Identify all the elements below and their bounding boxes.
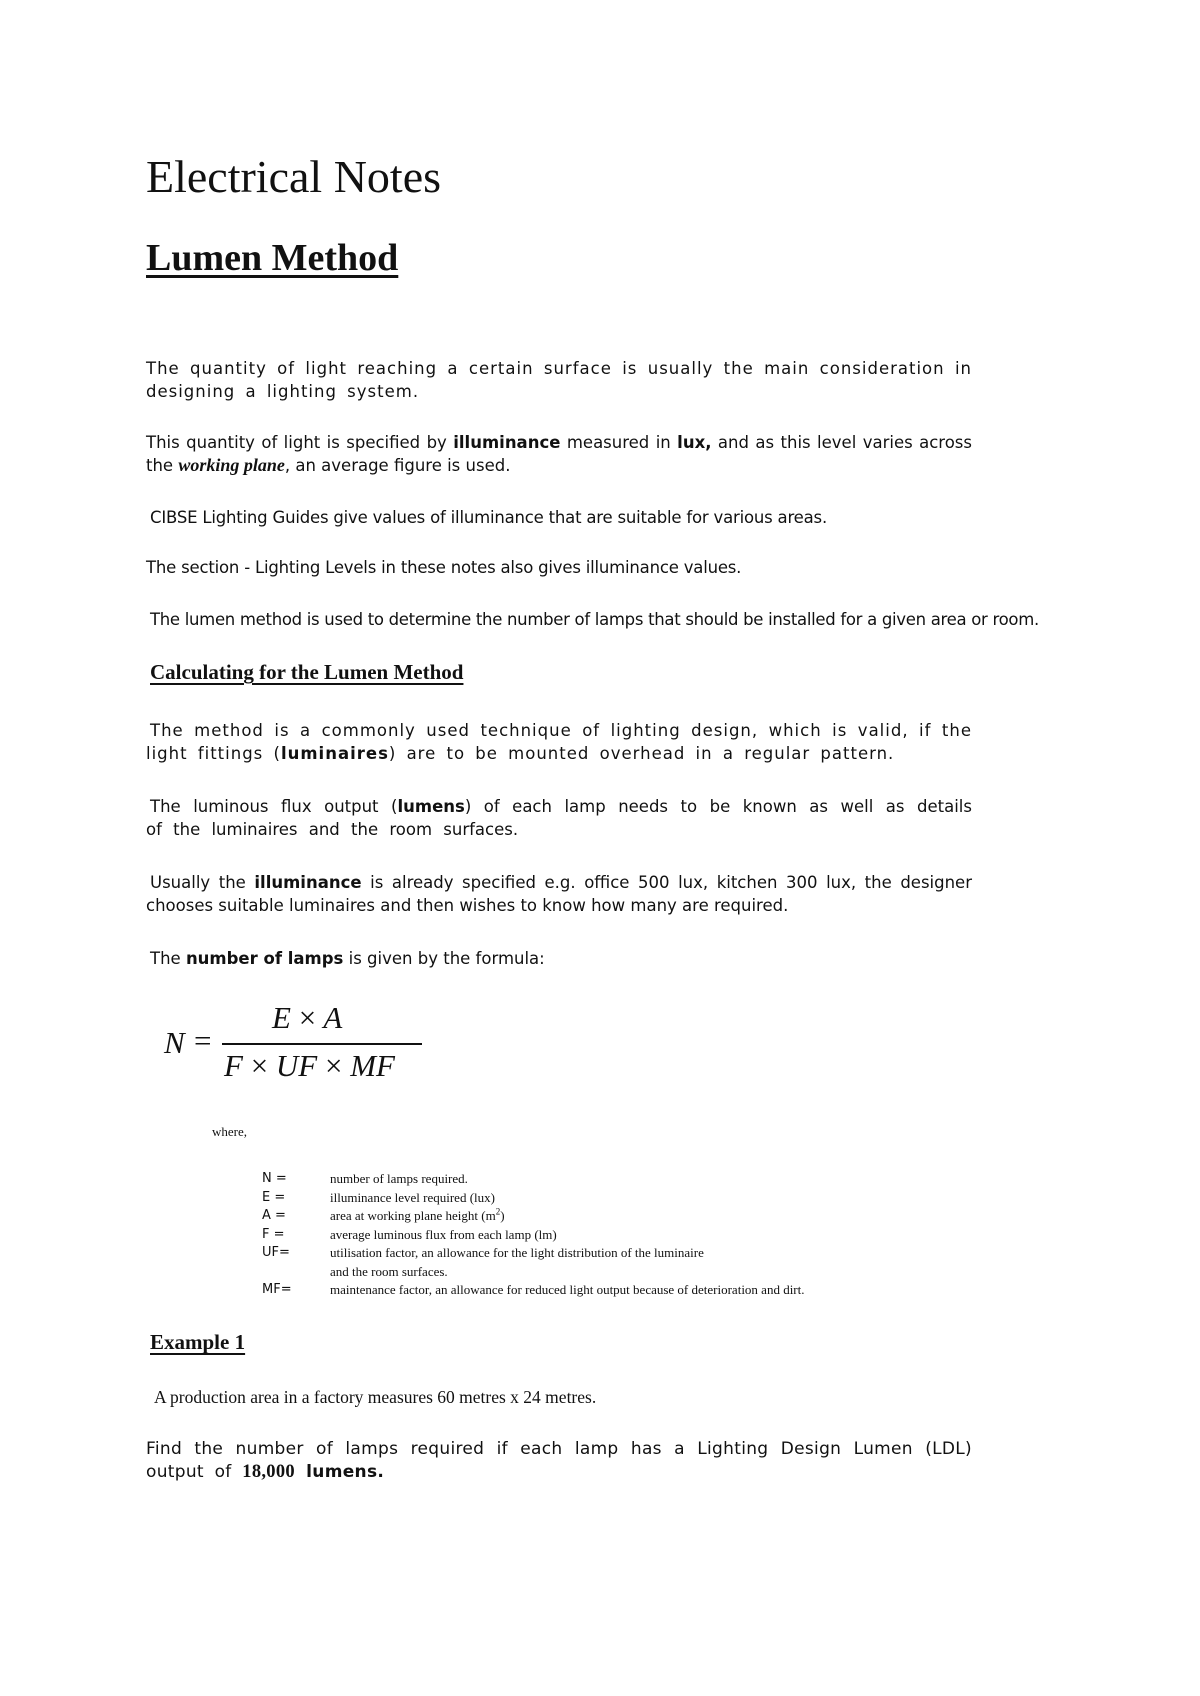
calc-p1-text-a: The method is a commonly used technique of lighting design, which is valid, if the light fittings ( bbox=[146, 721, 972, 763]
formula-times-1: × bbox=[298, 1000, 317, 1035]
calc-p3-text-a: Usually the bbox=[150, 873, 255, 892]
definition-row bbox=[262, 1226, 805, 1245]
calc-paragraph-2 bbox=[146, 795, 972, 841]
calc-p3-text-c: is already specified e.g. office 500 lux, kitchen 300 lux, the designer chooses suitable luminaires and then wishes to know how many are required. bbox=[146, 873, 972, 915]
term-lumens: lumens bbox=[397, 797, 465, 816]
definition-symbol: N = bbox=[262, 1171, 287, 1186]
example-paragraph-1: A production area in a factory measures 60 metres x 24 metres. bbox=[154, 1387, 597, 1407]
definition-text: utilisation factor, an allowance for the light distribution of the luminaire bbox=[330, 1245, 704, 1260]
definition-symbol: UF= bbox=[262, 1245, 290, 1260]
term-luminaires: luminaires bbox=[280, 744, 389, 763]
example-p2-text-a: Find the number of lamps required if each lamp has a Lighting Design Lumen (LDL) output of bbox=[146, 1439, 972, 1482]
calc-p4-text-a: The bbox=[150, 949, 186, 968]
intro-paragraph-1 bbox=[146, 357, 972, 403]
heading-calculating: Calculating for the Lumen Method bbox=[150, 660, 464, 684]
intro-paragraph-4: The section - Lighting Levels in these notes also gives illuminance values. bbox=[146, 558, 742, 577]
formula-numerator bbox=[272, 1000, 342, 1036]
definition-symbol: A = bbox=[262, 1208, 286, 1223]
definition-row bbox=[262, 1263, 805, 1282]
definition-row bbox=[262, 1189, 805, 1208]
definition-symbol: E = bbox=[262, 1189, 286, 1205]
formula-f: F bbox=[224, 1048, 243, 1083]
formula-lhs: N bbox=[164, 1025, 185, 1060]
calc-p4-text-c: is given by the formula: bbox=[343, 949, 545, 968]
calc-paragraph-3 bbox=[146, 871, 972, 917]
formula-equals: = bbox=[194, 1023, 212, 1058]
definition-symbol: F = bbox=[262, 1226, 285, 1242]
term-illuminance: illuminance bbox=[453, 433, 561, 452]
example-lumen-value: 18,000 bbox=[242, 1462, 295, 1482]
lumen-formula bbox=[160, 1000, 420, 1090]
definition-row bbox=[262, 1281, 805, 1300]
heading-lumen-method: Lumen Method bbox=[146, 237, 399, 279]
formula-a: A bbox=[323, 1000, 343, 1035]
formula-denominator bbox=[224, 1048, 395, 1084]
intro-paragraph-2 bbox=[146, 431, 972, 477]
heading-example-1: Example 1 bbox=[150, 1330, 246, 1354]
term-illuminance-2: illuminance bbox=[254, 873, 362, 892]
intro-paragraph-3: CIBSE Lighting Guides give values of illuminance that are suitable for various areas. bbox=[150, 508, 827, 527]
definition-symbol bbox=[262, 1263, 330, 1282]
definition-text-tail: ) bbox=[500, 1208, 505, 1223]
p2-text-c: measured in bbox=[560, 433, 678, 452]
term-working-plane: working plane bbox=[178, 455, 285, 475]
p2-text-e: and as this level varies across the bbox=[146, 433, 973, 475]
definitions-list bbox=[262, 1170, 805, 1300]
calc-p1-text-c: ) are to be mounted overhead in a regular pattern. bbox=[388, 744, 895, 763]
term-number-of-lamps: number of lamps bbox=[185, 949, 344, 968]
definition-row bbox=[262, 1244, 805, 1263]
p2-text-a: This quantity of light is specified by bbox=[146, 433, 454, 452]
formula-times-2: × bbox=[250, 1048, 269, 1083]
formula-mf: MF bbox=[350, 1048, 395, 1083]
calc-p2-text-a: The luminous flux output ( bbox=[150, 797, 398, 816]
definition-text: maintenance factor, an allowance for reduced light output because of deterioration and dirt. bbox=[330, 1282, 805, 1297]
definition-text bbox=[330, 1207, 505, 1226]
superscript-two: 2 bbox=[495, 1206, 501, 1217]
formula-fraction-bar bbox=[222, 1043, 422, 1045]
p2-text-g: , an average figure is used. bbox=[284, 456, 511, 475]
document-title: Electrical Notes bbox=[146, 151, 442, 202]
formula-uf: UF bbox=[275, 1048, 318, 1083]
intro-paragraph-5: The lumen method is used to determine the number of lamps that should be installed for a given area or room. bbox=[150, 610, 1039, 629]
example-paragraph-2 bbox=[146, 1438, 972, 1484]
definition-row bbox=[262, 1207, 805, 1226]
definition-text-main: area at working plane height (m bbox=[330, 1208, 496, 1223]
definition-symbol: MF= bbox=[262, 1282, 292, 1297]
definition-row bbox=[262, 1170, 805, 1189]
calc-p2-text-c: ) of each lamp needs to be known as well as details of the luminaires and the room surfaces. bbox=[146, 797, 972, 839]
where-label: where, bbox=[212, 1124, 248, 1139]
definition-text: average luminous flux from each lamp (lm) bbox=[330, 1226, 557, 1242]
definition-text: illuminance level required (lux) bbox=[330, 1189, 495, 1205]
example-lumens-label: lumens. bbox=[294, 1462, 385, 1482]
formula-e: E bbox=[272, 1000, 291, 1035]
term-lux: lux, bbox=[677, 433, 712, 452]
definition-text: number of lamps required. bbox=[330, 1171, 468, 1186]
calc-paragraph-1 bbox=[146, 719, 972, 765]
intro-paragraph-1-text: The quantity of light reaching a certain surface is usually the main consideration in designing a lighting system. bbox=[146, 359, 972, 401]
formula-times-3: × bbox=[325, 1048, 343, 1083]
calc-paragraph-4 bbox=[150, 947, 976, 970]
definition-text: and the room surfaces. bbox=[330, 1263, 448, 1279]
